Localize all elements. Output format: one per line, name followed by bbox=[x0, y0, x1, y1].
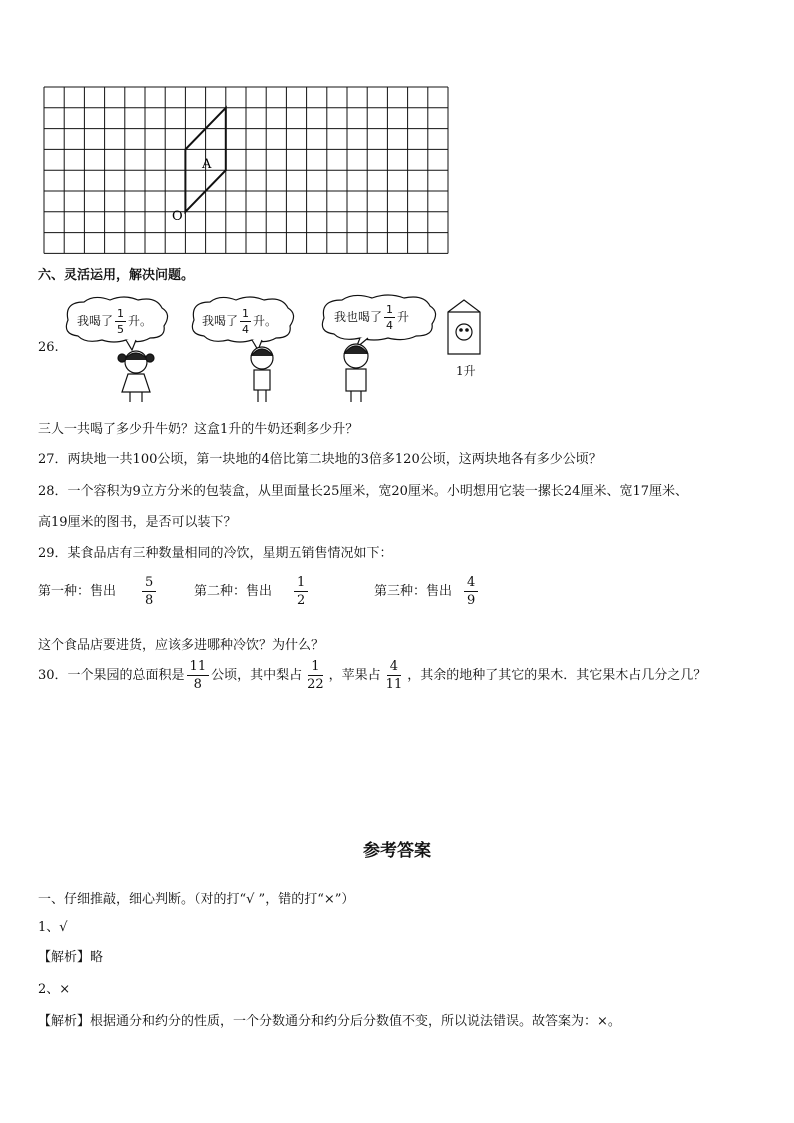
grid-figure bbox=[40, 84, 450, 256]
q29-intro: 29．某食品店有三种数量相同的冷饮，星期五销售情况如下： bbox=[38, 546, 393, 561]
q26-number: 26. bbox=[38, 340, 59, 355]
q30-text: 30．一个果园的总面积是 $\frac{11}{8}$ 公顷，其中梨占 $\frac{1}{22}$ ，苹果占 $\frac{4}{11}$ ，其余的地种了其它的果木．其它果木占几分之几？ bbox=[38, 659, 707, 692]
answer-1: 1、√ bbox=[38, 920, 68, 935]
answer-2: 2、× bbox=[38, 982, 71, 997]
q28-line-2: 高19厘米的图书，是否可以装下？ bbox=[38, 515, 237, 530]
answer-2-note: 【解析】根据通分和约分的性质，一个分数通分和约分后分数值不变，所以说法错误。故答案为：×。 bbox=[38, 1014, 621, 1029]
answers-section-1: 一、仔细推敲，细心判断。（对的打“√ ”，错的打“×”） bbox=[38, 892, 355, 907]
point-a-label: A bbox=[202, 157, 212, 172]
bubble-3-fraction: $\frac{1}{4}$ bbox=[386, 303, 394, 332]
q29-fraction-2: $\frac{1}{2}$ bbox=[294, 576, 308, 607]
answer-1-note: 【解析】略 bbox=[38, 950, 104, 965]
bubble-1-text: 我喝了 $\frac{1}{5}$ 升。 bbox=[77, 307, 153, 336]
bubble-3-text: 我也喝了 $\frac{1}{4}$ 升 bbox=[334, 303, 410, 332]
boy-figure-1 bbox=[251, 347, 273, 402]
q29-item-2: 第二种：售出 $\frac{1}{2}$ bbox=[194, 576, 310, 607]
q29-fraction-3: $\frac{4}{9}$ bbox=[464, 576, 478, 607]
q30-fraction-3: $\frac{4}{11}$ bbox=[385, 659, 403, 692]
answers-title: 参考答案 bbox=[363, 841, 431, 861]
q30-fraction-2: $\frac{1}{22}$ bbox=[307, 659, 324, 692]
q29-question: 这个食品店要进货，应该多进哪种冷饮？为什么？ bbox=[38, 638, 325, 653]
milk-label: 1升 bbox=[456, 364, 476, 378]
q29-fraction-1: $\frac{5}{8}$ bbox=[142, 576, 156, 607]
milk-carton-icon bbox=[448, 300, 480, 354]
q29-item-3: 第三种：售出 $\frac{4}{9}$ bbox=[374, 576, 480, 607]
q26-question: 三人一共喝了多少升牛奶？这盒1升的牛奶还剩多少升？ bbox=[38, 422, 359, 437]
section-6-title: 六、灵活运用，解决问题。 bbox=[38, 268, 195, 283]
bubble-2-fraction: $\frac{1}{4}$ bbox=[242, 307, 250, 336]
point-o-label: O bbox=[172, 209, 183, 224]
bubble-1-fraction: $\frac{1}{5}$ bbox=[117, 307, 125, 336]
boy-figure-2 bbox=[344, 344, 368, 402]
q27-text: 27．两块地一共100公顷，第一块地的4倍比第二块地的3倍多120公顷，这两块地各有多少公顷？ bbox=[38, 452, 602, 467]
girl-figure bbox=[118, 351, 154, 402]
bubble-2-text: 我喝了 $\frac{1}{4}$ 升。 bbox=[202, 307, 278, 336]
q28-line-1: 28．一个容积为9立方分米的包装盒，从里面量长25厘米，宽20厘米。小明想用它装一摞长24厘米、宽17厘米、 bbox=[38, 484, 688, 499]
q30-fraction-1: $\frac{11}{8}$ bbox=[187, 660, 210, 691]
q29-item-1: 第一种：售出 $\frac{5}{8}$ bbox=[38, 576, 158, 607]
